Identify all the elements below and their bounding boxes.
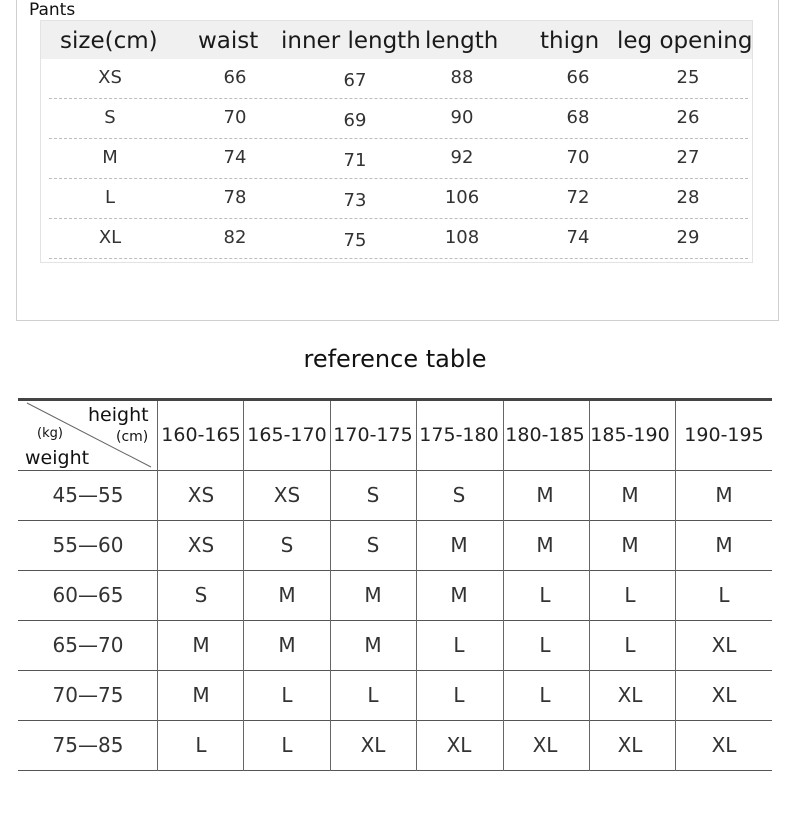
- cell-waist: 70: [223, 107, 247, 128]
- size-cell: L: [281, 683, 293, 707]
- reference-table: [18, 398, 772, 772]
- size-cell: L: [539, 683, 551, 707]
- cell-thign: 66: [566, 67, 590, 88]
- column-divider: [416, 401, 417, 771]
- size-cell: L: [281, 733, 293, 757]
- header-thign: thign: [540, 28, 600, 54]
- reference-title: reference table: [303, 345, 487, 373]
- column-divider: [503, 401, 504, 771]
- size-cell: L: [539, 583, 551, 607]
- cell-inner-length: 71: [343, 150, 367, 171]
- height-header: 165-170: [247, 424, 327, 446]
- size-cell: M: [192, 633, 210, 657]
- size-cell: XL: [711, 633, 737, 657]
- cell-inner-length: 75: [343, 230, 367, 251]
- cell-waist: 82: [223, 227, 247, 248]
- cell-length: 90: [450, 107, 474, 128]
- size-cell: XS: [187, 483, 215, 507]
- size-cell: S: [366, 533, 380, 557]
- pants-header-row: [41, 21, 752, 59]
- cell-leg-opening: 25: [676, 67, 700, 88]
- corner-weight-label: weight: [25, 447, 90, 469]
- size-cell: XL: [711, 683, 737, 707]
- table-row: [41, 179, 752, 219]
- cell-size: M: [102, 147, 118, 168]
- size-cell: M: [621, 483, 639, 507]
- cell-size: XL: [98, 227, 122, 248]
- header-length: length: [425, 28, 499, 54]
- header-waist: waist: [198, 28, 259, 54]
- cell-thign: 74: [566, 227, 590, 248]
- size-cell: M: [278, 633, 296, 657]
- size-cell: M: [536, 533, 554, 557]
- cell-length: 92: [450, 147, 474, 168]
- size-cell: L: [624, 633, 636, 657]
- height-header: 180-185: [505, 424, 585, 446]
- size-cell: M: [450, 533, 468, 557]
- size-cell: XL: [360, 733, 386, 757]
- cell-length: 88: [450, 67, 474, 88]
- size-cell: XL: [617, 733, 643, 757]
- size-cell: L: [624, 583, 636, 607]
- weight-cell: 65—70: [52, 633, 124, 657]
- weight-cell: 55—60: [52, 533, 124, 557]
- size-cell: L: [195, 733, 207, 757]
- cell-thign: 68: [566, 107, 590, 128]
- size-cell: S: [280, 533, 294, 557]
- cell-leg-opening: 29: [676, 227, 700, 248]
- cell-leg-opening: 26: [676, 107, 700, 128]
- size-cell: S: [194, 583, 208, 607]
- size-cell: XL: [711, 733, 737, 757]
- size-cell: XL: [446, 733, 472, 757]
- row-divider: [18, 520, 772, 521]
- weight-cell: 70—75: [52, 683, 124, 707]
- cell-size: L: [104, 187, 116, 208]
- weight-cell: 75—85: [52, 733, 124, 757]
- size-cell: M: [364, 633, 382, 657]
- size-cell: L: [539, 633, 551, 657]
- cell-leg-opening: 27: [676, 147, 700, 168]
- pants-size-table: [40, 20, 753, 263]
- cell-inner-length: 67: [343, 70, 367, 91]
- row-divider: [18, 670, 772, 671]
- size-cell: XL: [617, 683, 643, 707]
- cell-length: 106: [444, 187, 480, 208]
- row-divider: [18, 570, 772, 571]
- corner-height-label: height: [88, 404, 149, 426]
- row-divider: [49, 258, 748, 259]
- table-row: [41, 219, 752, 259]
- size-cell: XS: [187, 533, 215, 557]
- height-header: 190-195: [684, 424, 764, 446]
- weight-cell: 60—65: [52, 583, 124, 607]
- column-divider: [330, 401, 331, 771]
- column-divider: [589, 401, 590, 771]
- row-divider: [18, 770, 772, 771]
- cell-size: XS: [98, 67, 122, 88]
- size-cell: M: [278, 583, 296, 607]
- size-cell: XL: [532, 733, 558, 757]
- height-header: 175-180: [419, 424, 499, 446]
- size-cell: XS: [273, 483, 301, 507]
- table-row: [41, 99, 752, 139]
- row-divider: [18, 470, 772, 471]
- cell-waist: 74: [223, 147, 247, 168]
- column-divider: [243, 401, 244, 771]
- cell-thign: 72: [566, 187, 590, 208]
- row-divider: [18, 720, 772, 721]
- pants-title: Pants: [29, 0, 76, 20]
- size-cell: M: [621, 533, 639, 557]
- row-divider: [18, 620, 772, 621]
- cell-waist: 66: [223, 67, 247, 88]
- size-cell: L: [367, 683, 379, 707]
- size-cell: M: [536, 483, 554, 507]
- size-cell: L: [453, 633, 465, 657]
- height-header: 170-175: [333, 424, 413, 446]
- size-cell: M: [715, 483, 733, 507]
- cell-leg-opening: 28: [676, 187, 700, 208]
- column-divider: [157, 401, 158, 771]
- header-inner-length: inner length: [281, 28, 421, 54]
- cell-inner-length: 69: [343, 110, 367, 131]
- table-row: [41, 59, 752, 99]
- size-cell: M: [450, 583, 468, 607]
- column-divider: [675, 401, 676, 771]
- size-cell: M: [192, 683, 210, 707]
- weight-cell: 45—55: [52, 483, 124, 507]
- size-cell: L: [718, 583, 730, 607]
- size-cell: S: [366, 483, 380, 507]
- corner-cm-label: (cm): [116, 429, 149, 445]
- header-leg-opening: leg opening: [617, 28, 753, 54]
- cell-size: S: [104, 107, 116, 128]
- table-row: [41, 139, 752, 179]
- cell-thign: 70: [566, 147, 590, 168]
- size-cell: M: [364, 583, 382, 607]
- header-size: size(cm): [60, 28, 158, 54]
- size-cell: L: [453, 683, 465, 707]
- size-cell: S: [452, 483, 466, 507]
- corner-kg-label: (kg): [37, 426, 63, 441]
- height-header: 160-165: [161, 424, 241, 446]
- size-cell: M: [715, 533, 733, 557]
- height-header: 185-190: [590, 424, 670, 446]
- cell-waist: 78: [223, 187, 247, 208]
- cell-length: 108: [444, 227, 480, 248]
- cell-inner-length: 73: [343, 190, 367, 211]
